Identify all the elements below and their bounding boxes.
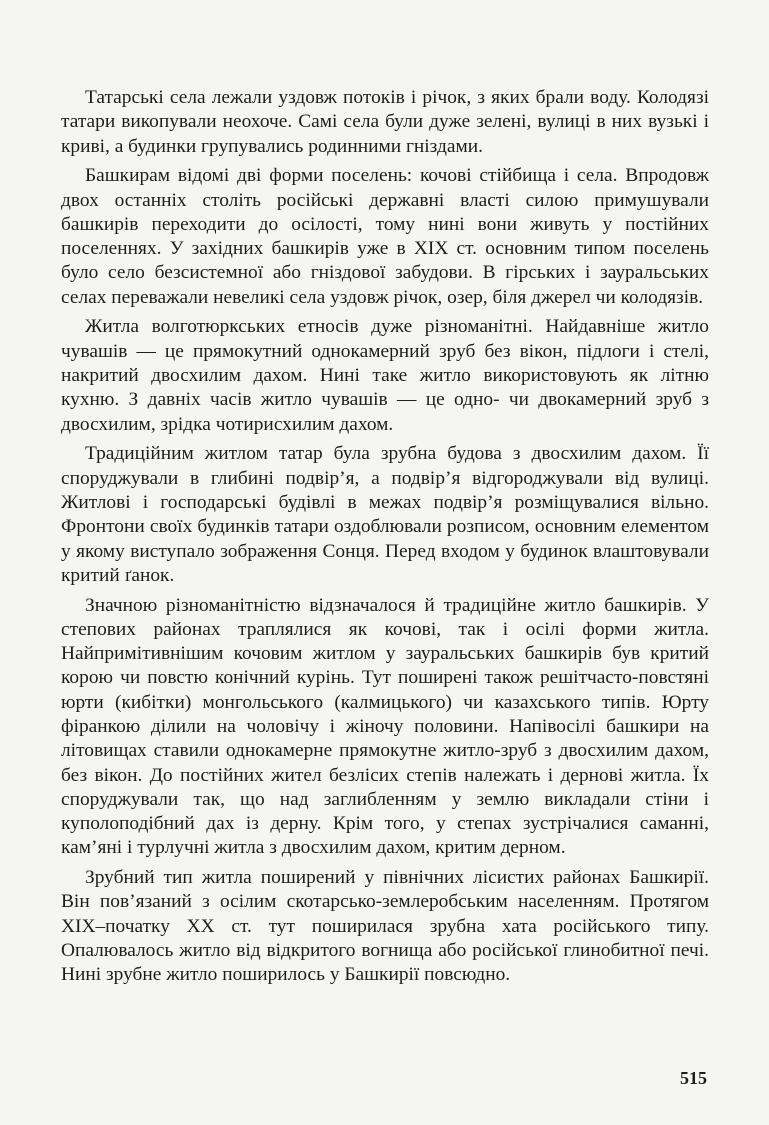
- body-text: [61, 86, 709, 993]
- paragraph-tatar-villages: Татарські села лежали уздовж потоків і річок, з яких брали воду. Колодязі татари викопували неохоче. Самі села були дуже зелені, вулиці в них вузькі і криві, а будинки групувались родинними гніздами.: [61, 87, 709, 157]
- paragraph-tatar-dwelling: Традиційним житлом татар була зрубна будова з двосхилим дахом. Її споруджували в глибині подвір’я, а подвір’я відгороджували від вулиці. Житлові і господарські будівлі в межах подвір’я розміщувалися вільно. Фронтони своїх будинків татари оздоблювали розписом, основним елементом у якому виступало зображення Сонця. Перед входом у будинок влаштовували критий ґанок.: [61, 443, 709, 586]
- paragraph-volga-turkic-dwellings: Житла волготюркських етносів дуже різноманітні. Найдавніше житло чувашів — це прямокутний однокамерний зруб без вікон, підлоги і стелі, накритий двосхилим дахом. Нині таке житло використовують як літню кухню. З давніх часів житло чувашів — це одно- чи двокамерний зруб з двосхилим, зрідка чотирисхилим дахом.: [61, 316, 709, 435]
- paragraph-bashkir-settlements: Башкирам відомі дві форми поселень: кочові стійбища і села. Впродовж двох останніх століть російські державні власті силою примушували башкирів переходити до осілості, тому нині вони живуть у постійних поселеннях. У західних башкирів уже в XIX ст. основним типом поселень було село безсистемної або гніздової забудови. В гірських і зауральських селах переважали невеликі села уздовж річок, озер, біля джерел чи колодязів.: [61, 165, 709, 308]
- paragraph-bashkir-dwelling: Значною різноманітністю відзначалося й традиційне житло башкирів. У степових районах траплялися як кочові, так і осілі форми житла. Найпримітивнішим кочовим житлом у зауральських башкирів був критий корою чи повстю конічний курінь. Тут поширені також решітчасто-повстяні юрти (кибітки) монгольського (калмицького) чи казахського типів. Юрту фіранкою ділили на чоловічу і жіночу половини. Напівосілі башкири на літовищах ставили однокамерне прямокутне житло-зруб з двосхилим дахом, без вікон. До постійних жител безлісих степів належать і дернові житла. Їх споруджували так, що над заглибленням у землю викладали стіни і куполоподібний дах із дерну. Крім того, у степах зустрічалися саманні, кам’яні і турлучні житла з двосхилим дахом, критим дерном.: [61, 594, 709, 859]
- page-number: 515: [680, 1068, 707, 1088]
- paragraph-log-dwelling: Зрубний тип житла поширений у північних лісистих районах Башкирії. Він пов’язаний з осілим скотарсько-землеробським населенням. Протягом XIX–початку XX ст. тут поширилася зрубна хата російського типу. Опалювалось житло від відкритого вогнища або російської глинобитної печі. Нині зрубне житло поширилось у Башкирії повсюдно.: [61, 867, 709, 986]
